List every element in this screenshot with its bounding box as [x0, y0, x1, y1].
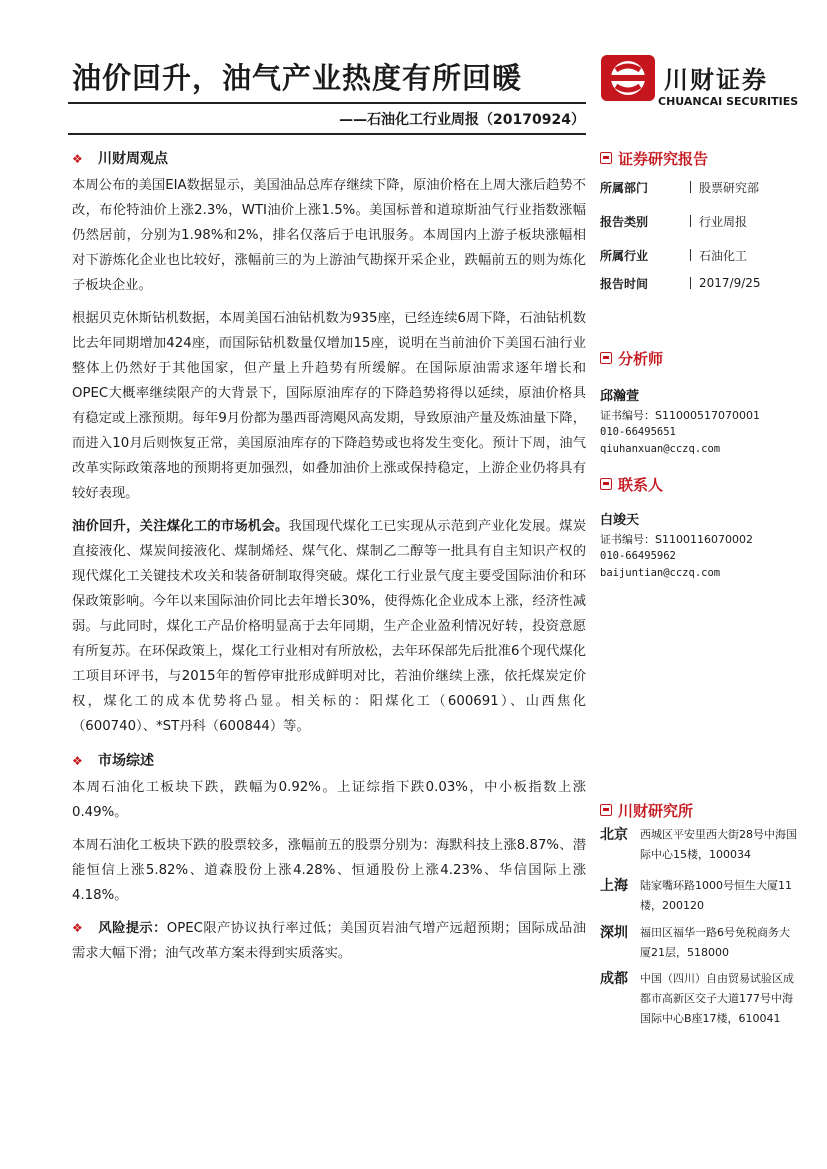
paragraph-rig-count: 根据贝克休斯钻机数据，本周美国石油钻机数为935座，已经连续6周下降，石油钻机数比去年同期增加424座，而国际钻机数量仅增加15座，说明在当前油价下美国石油行业整体上仍然好于其他国家，但产量上升趋势有所缓解。在国际原油需求逐年增长和OPEC大概率继续限产的大背景下，国际原油库存的下降趋势将得以延续，原油价格具有稳定或上涨预期。每年9月份都为墨西哥湾飓风高发期，导致原油产量及炼油量下降，而进入10月后则恢复正常，美国原油库存的下降趋势或也将发生变化。预计下周，油气改革实际政策落地的预期将更加强烈，如叠加油价上涨或保持稳定，上游企业仍将具有较好表现。 [72, 311, 586, 501]
contact-cert: 证书编号：S1100116070002 [600, 533, 753, 546]
section-heading-weekly-view: ❖ 川财周观点 [72, 145, 586, 173]
section-heading-market-review: ❖ 市场综述 [72, 747, 586, 775]
meta-row-industry: 所属行业 石油化工 [600, 248, 748, 263]
contact-name: 白竣天 [600, 513, 640, 528]
office-shanghai: 上海 陆家嘴环路1000号恒生大厦11楼，200120 [600, 878, 792, 912]
sidebar-heading-analyst: 分析师 [600, 345, 663, 371]
contact-card [600, 511, 753, 582]
section-marker-icon [600, 352, 612, 364]
report-subtitle: ——石油化工行业周报（20170924） [339, 112, 585, 128]
sidebar-heading-institute: 川财研究所 [600, 797, 693, 823]
analyst-phone: 010-66495651 [600, 426, 676, 438]
brand-english-name: CHUANCAI SECURITIES [658, 95, 799, 108]
main-content [72, 145, 586, 974]
paragraph-eia: 本周公布的美国EIA数据显示，美国油品总库存继续下降，原油价格在上周大涨后趋势不改，布伦特油价上涨2.3%，WTI油价上涨1.5%。美国标普和道琼斯油气行业指数涨幅仍然居前，分别为1.98%和2%，排名仅落后于电讯服务。本周国内上游子板块涨幅相对下游炼化企业也比较好，涨幅前三的为上游油气勘探开采企业，跌幅前五的则为炼化子板块企业。 [72, 178, 586, 293]
diamond-bullet-icon: ❖ [72, 921, 83, 935]
section-marker-icon [600, 804, 612, 816]
analyst-card [600, 387, 760, 458]
analyst-email[interactable]: qiuhanxuan@cczq.com [600, 443, 721, 455]
title-rule-top [68, 102, 586, 104]
sidebar-heading-report: 证券研究报告 [600, 145, 708, 171]
brand-logo-icon [600, 54, 656, 102]
paragraph-risk: ❖ 风险提示：OPEC限产协议执行率过低；美国页岩油气增产远超预期；国际成品油需求大幅下滑；油气改革方案未得到实质落实。 [72, 916, 586, 966]
meta-row-department: 所属部门 股票研究部 [600, 180, 760, 195]
office-beijing: 北京 西城区平安里西大街28号中海国际中心15楼，100034 [600, 827, 797, 861]
title-rule-bottom [68, 133, 586, 135]
analyst-cert: 证书编号：S1100051707000​1 [600, 409, 760, 422]
paragraph-lead: 油价回升，关注煤化工的市场机会。 [72, 519, 289, 534]
paragraph-coal-chemical: 油价回升，关注煤化工的市场机会。我国现代煤化工已实现从示范到产业化发展。煤炭直接液化、煤炭间接液化、煤制烯烃、煤气化、煤制乙二醇等一批具有自主知识产权的现代煤化工关键技术攻关和装备研制取得突破。煤化工行业景气度主要受国际油价和环保政策影响。今年以来国际油价同比去年增长30%，使得炼化企业成本上涨，经济性减弱。与此同时，煤化工产品价格明显高于去年同期，生产企业盈利情况好转，投资意愿有所复苏。在环保政策上，煤化工行业相对有所放松，去年环保部先后批准6个现代煤化工项目环评书，与2015年的暂停审批形成鲜明对比，若油价继续上涨，依托煤炭定价权，煤化工的成本优势将凸显。相关标的：阳煤化工（600691）、山西焦化（600740）、*ST丹科（600844）等。 [72, 519, 587, 734]
brand-name: 川财证券 [664, 66, 768, 94]
diamond-bullet-icon: ❖ [72, 754, 83, 768]
contact-phone: 010-66495962 [600, 550, 676, 562]
office-chengdu: 成都 中国（四川）自由贸易试验区成都市高新区交子大道177号中海国际中心B座17楼，610041 [600, 971, 794, 1025]
report-title: 油价回升，油气产业热度有所回暖 [72, 61, 523, 95]
section-marker-icon [600, 478, 612, 490]
risk-lead: 风险提示： [98, 921, 167, 936]
meta-row-date: 报告时间 2017/9/25 [600, 276, 761, 291]
contact-email[interactable]: baijuntian@cczq.com [600, 567, 721, 579]
paragraph-top-stocks: 本周石油化工板块下跌的股票较多，涨幅前五的股票分别为：海默科技上涨8.87%、潜能恒信上涨5.82%、道森股份上涨4.28%、恒通股份上涨4.23%、华信国际上涨4.18%。 [72, 838, 586, 903]
meta-row-category: 报告类别 行业周报 [600, 214, 748, 229]
paragraph-market-index: 本周石油化工板块下跌，跌幅为0.92%。上证综指下跌0.03%，中小板指数上涨0.49%。 [72, 780, 586, 820]
section-marker-icon [600, 152, 612, 164]
office-shenzhen: 深圳 福田区福华一路6号免税商务大厦21层，518000 [600, 925, 790, 959]
analyst-name: 邱瀚萱 [600, 389, 640, 404]
diamond-bullet-icon: ❖ [72, 152, 83, 166]
sidebar-heading-contact: 联系人 [600, 471, 663, 497]
